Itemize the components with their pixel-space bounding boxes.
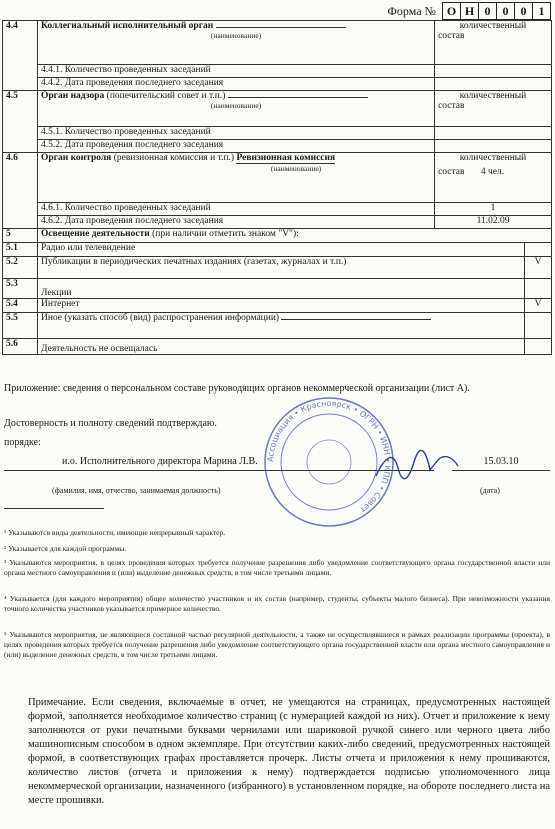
row-label: 4.5.2. Дата проведения последнего заседания xyxy=(38,140,435,153)
signature-date: 15.03.10 xyxy=(483,456,519,467)
supervisory-organ-title: Орган надзора xyxy=(41,91,105,101)
count-label-row xyxy=(438,167,548,177)
row-5-6 xyxy=(3,339,552,355)
footnote-4: ⁴ Указывается (для каждого мероприятия) общее количество участников и их состав (например, студенты, субъекты малого бизнеса). При невозможности указания точного количества участников указывается примерное количество. xyxy=(4,594,550,613)
row-5-4 xyxy=(3,299,552,313)
row-4-4-1 xyxy=(3,65,552,78)
form-digit: О xyxy=(446,4,457,18)
form-digit: Н xyxy=(460,3,478,19)
checkmark-cell xyxy=(525,313,552,339)
form-digit: 0 xyxy=(478,3,496,19)
row-4-4-2 xyxy=(3,78,552,91)
row-4-5 xyxy=(3,91,552,127)
row-label: Интернет xyxy=(38,299,525,313)
seal-center-ring xyxy=(307,440,351,484)
count-cell xyxy=(435,153,552,203)
count-label: количественный xyxy=(459,21,527,31)
date-hint: (дата) xyxy=(480,486,500,495)
row-5-3 xyxy=(3,279,552,299)
row-value xyxy=(435,140,552,153)
row-label: 4.6.2. Дата проведения последнего заседания xyxy=(38,216,435,229)
name-line xyxy=(216,27,346,28)
row-4-6-2 xyxy=(3,216,552,229)
row-value xyxy=(435,65,552,78)
row-title-cell xyxy=(38,153,435,203)
count-cell xyxy=(435,21,552,65)
row-4-6-1 xyxy=(3,203,552,216)
row-label: Иное (указать способ (вид) распространения информации) xyxy=(41,313,280,323)
row-title-cell xyxy=(38,91,435,127)
row-number: 5.4 xyxy=(3,299,38,313)
form-number-header xyxy=(387,2,551,20)
name-hint: (наименование) xyxy=(270,164,322,173)
row-number: 5 xyxy=(3,229,38,243)
form-digit: 0 xyxy=(496,3,514,19)
date-line xyxy=(452,456,550,471)
row-4-5-2 xyxy=(3,140,552,153)
name-hint: (наименование) xyxy=(210,101,262,110)
checkmark-cell xyxy=(525,243,552,257)
signer-name: и.о. Исполнительного директора Марина Л.В. xyxy=(62,456,258,467)
appendix-text: Приложение: сведения о персональном составе руководящих органов некоммерческой организации (лист А). xyxy=(4,383,470,394)
row-value xyxy=(435,127,552,140)
row-label: Публикации в периодических печатных изданиях (газетах, журналах и т.п.) xyxy=(38,257,525,279)
row-number: 4.5 xyxy=(3,91,38,153)
footnote-divider xyxy=(4,508,104,509)
row-number: 5.6 xyxy=(3,339,38,355)
row-number: 5.1 xyxy=(3,243,38,257)
row-number: 5.3 xyxy=(3,279,38,299)
row-label: Деятельность не освещалась xyxy=(38,339,525,355)
row-label: Лекции xyxy=(38,279,525,299)
control-organ-name: Ревизионная комиссия xyxy=(236,153,336,163)
checkmark-cell: V xyxy=(525,257,552,279)
row-title-cell xyxy=(38,229,552,243)
form-number-label: Форма № xyxy=(387,3,436,18)
note-paragraph: Примечание. Если сведения, включаемые в отчет, не умещаются на страницах, предусмотренных настоящей формой, заполняется необходимое количество страниц (с нумерацией каждой из них). Отчет и приложение к нему заполняются от руки печатными буквами чернилами или шариковой ручкой синего или черного цвета либо машинописным способом в одном экземпляре. При отсутствии каких-либо сведений, предусмотренных настоящей формой, в соответствующих графах проставляется прочерк. Листы отчета и приложения к нему прошиваются, количество листов (отчета и приложения к нему) подтверждается подписью уполномоченного лица некоммерческой организации, назначенного (избранного) в установленном порядке, на обороте последнего листа на месте прошивки. xyxy=(28,697,550,806)
row-5-5 xyxy=(3,313,552,339)
row-number: 4.4 xyxy=(3,21,38,91)
control-organ-suffix: (ревизионная комиссия и т.п.) xyxy=(113,153,235,163)
row-value xyxy=(435,78,552,91)
handwritten-signature xyxy=(372,446,462,486)
other-method-line xyxy=(281,319,431,320)
row-5 xyxy=(3,229,552,243)
row-number: 4.6 xyxy=(3,153,38,229)
count-label: количественный xyxy=(459,153,527,163)
checkmark-cell xyxy=(525,339,552,355)
row-value: 1 xyxy=(435,203,552,216)
seal-text: Ассоциация • Красноярск • ОГРН • ИНН • КПП • Совет xyxy=(265,398,393,515)
footnote-5: ⁵ Указываются мероприятия, не являющиеся составной частью регулярной деятельности, а также не осуществлявшиеся в рамках реализации программы (проекта), в целях проведения которых требуется получение разрешения либо уведомление соответствующего органа государственной власти или органа местного самоуправления и (или) выделение денежных средств, в том числе третьими лицами. xyxy=(4,630,550,659)
checkmark-cell: V xyxy=(525,299,552,313)
count-value: 4 чел. xyxy=(480,167,505,177)
supervisory-organ-suffix: (попечительский совет и т.п.) xyxy=(106,91,226,101)
confirm-text: Достоверность и полноту сведений подтверждаю. xyxy=(4,418,217,429)
form-digit: 0 xyxy=(514,3,532,19)
name-line xyxy=(228,97,368,98)
count-cell xyxy=(435,91,552,127)
row-label: 4.4.2. Дата проведения последнего заседания xyxy=(38,78,435,91)
row-title-cell xyxy=(38,21,435,65)
report-table xyxy=(2,20,552,355)
control-organ-title: Орган контроля xyxy=(41,153,112,163)
coverage-suffix: (при наличии отметить знаком "V"): xyxy=(152,229,299,239)
checkmark-cell xyxy=(525,279,552,299)
order-text: порядке: xyxy=(4,437,41,448)
row-label: 4.5.1. Количество проведенных заседаний xyxy=(38,127,435,140)
row-label-cell xyxy=(38,313,525,339)
count-label-2: состав xyxy=(438,167,465,177)
row-4-5-1 xyxy=(3,127,552,140)
row-5-2 xyxy=(3,257,552,279)
row-value: 11.02.09 xyxy=(435,216,552,229)
footnote-2: ² Указывается для каждой программы. xyxy=(4,544,127,553)
row-label: Радио или телевидение xyxy=(38,243,525,257)
fio-hint: (фамилия, имя, отчество, занимаемая должность) xyxy=(52,486,221,495)
signature-stroke xyxy=(376,450,458,478)
row-4-4 xyxy=(3,21,552,65)
name-hint: (наименование) xyxy=(210,31,262,40)
count-label-2: состав xyxy=(438,31,465,41)
count-label-2: состав xyxy=(438,101,465,111)
row-4-6 xyxy=(3,153,552,203)
form-digit: 1 xyxy=(532,3,550,19)
count-label: количественный xyxy=(459,91,527,101)
collegial-organ-title: Коллегиальный исполнительный орган xyxy=(41,21,214,31)
footnote-1: ¹ Указываются виды деятельности, имеющие непрерывный характер. xyxy=(4,528,226,537)
row-5-1 xyxy=(3,243,552,257)
seal-inner-ring xyxy=(281,414,377,510)
row-label: 4.4.1. Количество проведенных заседаний xyxy=(38,65,435,78)
row-number: 5.2 xyxy=(3,257,38,279)
footnote-3: ³ Указываются мероприятия, в целях проведения которых требуется получение разрешения либо уведомление соответствующего органа государственной власти или органа местного самоуправления и (или) выделение денежных средств, в том числе третьими лицами. xyxy=(4,558,550,577)
form-number-digits xyxy=(442,2,551,20)
coverage-title: Освещение деятельности xyxy=(41,229,150,239)
row-label: 4.6.1. Количество проведенных заседаний xyxy=(38,203,435,216)
row-number: 5.5 xyxy=(3,313,38,339)
